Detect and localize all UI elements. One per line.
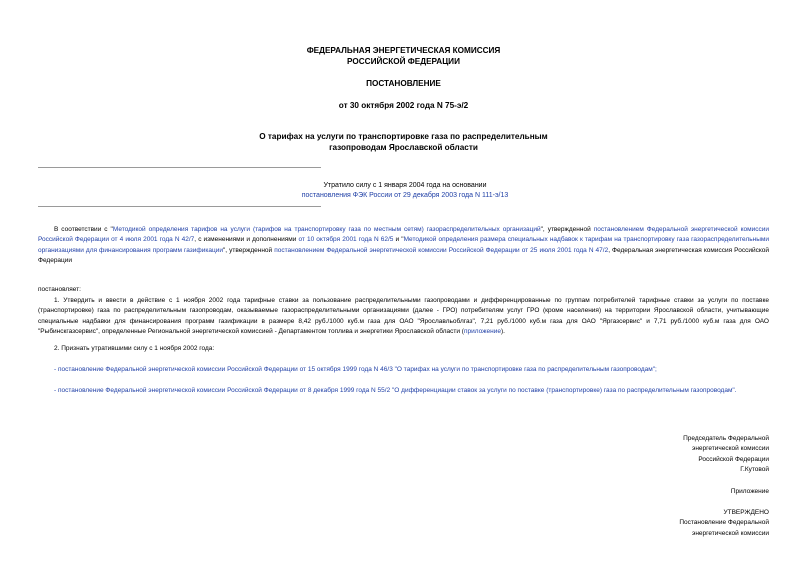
void-notice bbox=[270, 181, 540, 201]
document-type: ПОСТАНОВЛЕНИЕ bbox=[366, 79, 441, 88]
preamble-text-1: В соответствии с " bbox=[54, 226, 113, 233]
signature-block bbox=[683, 434, 769, 476]
preamble-text-3: , с изменениями и дополнениями bbox=[194, 236, 299, 244]
preamble-paragraph bbox=[38, 225, 769, 267]
void-notice-text: Утратило силу с 1 января 2004 года на основании bbox=[323, 182, 487, 189]
preamble-text-2: ", утвержденной bbox=[540, 226, 594, 233]
appendix-heading: Приложение bbox=[730, 488, 769, 495]
repealed-resolution-55-2 bbox=[38, 386, 769, 396]
signature-line-3: Российской Федерации bbox=[698, 455, 769, 463]
item-2-paragraph bbox=[38, 344, 769, 354]
divider-top bbox=[38, 167, 321, 168]
document-title bbox=[0, 131, 807, 153]
methodology-tariffs-link[interactable]: Методикой определения тарифов на услуги (тарифов на транспортировку газа по местным сетям) газораспределительных организаций bbox=[112, 226, 541, 233]
repealed-resolution-46-3 bbox=[38, 365, 769, 375]
issuer-line-2: РОССИЙСКОЙ ФЕДЕРАЦИИ bbox=[347, 57, 460, 66]
signature-name: Г.Кутовой bbox=[740, 466, 769, 474]
methodology-surcharges-link[interactable]: Методикой определения размера специальных надбавок к тарифам на транспортировку газа газораспределительными организациями для финансирования программ газификации bbox=[38, 236, 769, 254]
item-1-tail: ). bbox=[500, 328, 505, 336]
approved-block bbox=[679, 508, 769, 539]
repealed-resolution-46-3-link[interactable]: - постановление Федеральной энергетической комиссии Российской Федерации от 15 октября 1999 года N 46/3 "О тарифах на услуги по транспортировке газа по распределительным газопроводам"; bbox=[54, 366, 657, 373]
title-line-2: газопроводам Ярославской области bbox=[329, 143, 478, 152]
item-2-text: 2. Признать утратившими силу с 1 ноября 2002 года: bbox=[54, 345, 215, 352]
preamble-text-5: ", утвержденной bbox=[222, 246, 275, 254]
approved-line-3: энергетической комиссии bbox=[692, 529, 769, 537]
resolution-47-2-link[interactable]: постановлением Федеральной энергетической комиссии Российской Федерации от 25 июля 2001 года N 47/2 bbox=[274, 246, 609, 254]
approved-label: УТВЕРЖДЕНО bbox=[723, 509, 769, 516]
issuer-line-1: ФЕДЕРАЛЬНАЯ ЭНЕРГЕТИЧЕСКАЯ КОМИССИЯ bbox=[306, 46, 501, 55]
divider-bottom bbox=[38, 206, 321, 207]
appendix-link[interactable]: приложение bbox=[463, 328, 501, 336]
item-1-paragraph bbox=[38, 296, 769, 338]
preamble-text-6: , Федеральная энергетическая комиссия Российской Федерации bbox=[38, 246, 769, 265]
preamble-text-4: и " bbox=[393, 236, 404, 244]
title-line-1: О тарифах на услуги по транспортировке газа по распределительным bbox=[259, 132, 548, 141]
signature-line-1: Председатель Федеральной bbox=[683, 435, 769, 442]
item-1-text: 1. Утвердить и ввести в действие с 1 ноября 2002 года тарифные ставки за пользование распределительными газопроводами и дифференцированные по группам потребителей тарифные ставки за услуги по поставке (транспортировке) газа по распределительным газопроводам, оказываемые газораспределительными организациями (далее - ГРО) потребителям услуг ГРО (кроме населения) на территории Ярославской области, учитывающие специальные надбавки для финансирования программ газификации в размере 8,42 руб./1000 куб.м газа для ОАО "Ярославльоблгаз", 7,21 руб./1000 куб.м газа для ОАО "Яргазсервис" и 7,71 руб./1000 куб.м газа для ОАО "Рыбинскгазсервис", определенные Региональной энергетической комиссией - Департаментом топлива и энергетики Ярославской области ( bbox=[38, 297, 769, 336]
issuer-heading bbox=[0, 45, 807, 67]
signature-line-2: энергетической комиссии bbox=[692, 445, 769, 453]
document-date-number: от 30 октября 2002 года N 75-э/2 bbox=[338, 101, 469, 110]
repealed-resolution-55-2-link[interactable]: - постановление Федеральной энергетической комиссии Российской Федерации от 8 декабря 1999 года N 55/2 "О дифференциации ставок за услуги по поставке (транспортировке) газа по распределительным газопроводам". bbox=[54, 387, 737, 394]
resolves-label: постановляет: bbox=[38, 286, 81, 293]
resolution-42-7-link[interactable]: постановлением Федеральной энергетической комиссии Российской Федерации от 4 июля 2001 года N 42/7 bbox=[38, 226, 769, 244]
approved-line-2: Постановление Федеральной bbox=[679, 519, 769, 527]
void-notice-link[interactable]: постановления ФЭК России от 29 декабря 2003 года N 111-э/13 bbox=[301, 192, 509, 199]
amendment-62-5-link[interactable]: от 10 октября 2001 года N 62/5 bbox=[298, 236, 394, 244]
